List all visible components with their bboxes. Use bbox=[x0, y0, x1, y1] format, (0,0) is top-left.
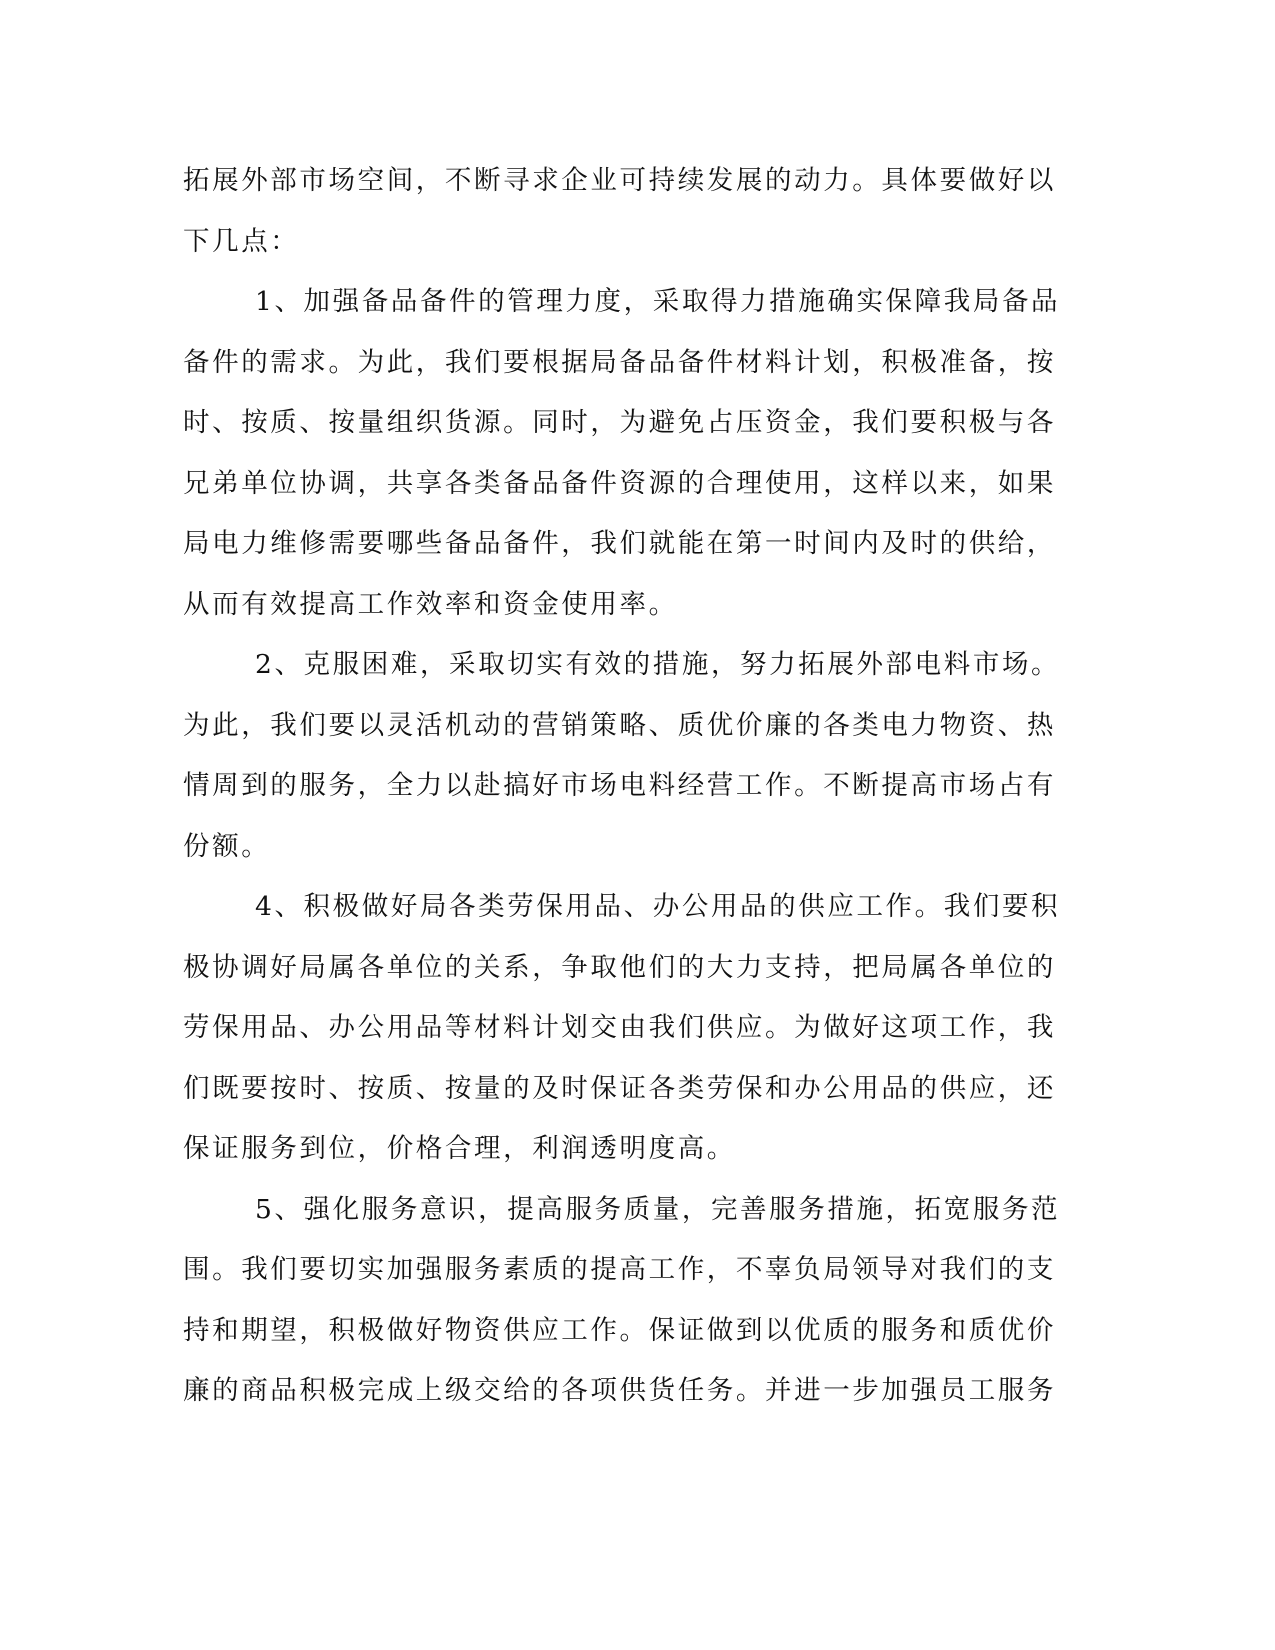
body-line: 情周到的服务，全力以赴搞好市场电料经营工作。不断提高市场占有 bbox=[183, 770, 1056, 801]
paragraph-5-start: 5、强化服务意识，提高服务质量，完善服务措施，拓宽服务范 bbox=[255, 1193, 1061, 1225]
paragraph-1-start: 1、加强备品备件的管理力度，采取得力措施确实保障我局备品 bbox=[255, 286, 1061, 317]
body-line: 们既要按时、按质、按量的及时保证各类劳保和办公用品的供应，还 bbox=[183, 1072, 1056, 1104]
body-line: 廉的商品积极完成上级交给的各项供货任务。并进一步加强员工服务 bbox=[183, 1375, 1056, 1406]
body-line: 备件的需求。为此，我们要根据局备品备件材料计划，积极准备，按 bbox=[183, 346, 1056, 378]
body-line: 下几点： bbox=[183, 225, 300, 257]
body-line: 劳保用品、办公用品等材料计划交由我们供应。为做好这项工作，我 bbox=[183, 1012, 1056, 1043]
body-line: 持和期望，积极做好物资供应工作。保证做到以优质的服务和质优价 bbox=[183, 1314, 1056, 1346]
body-line: 保证服务到位，价格合理，利润透明度高。 bbox=[183, 1133, 736, 1164]
body-line: 为此，我们要以灵活机动的营销策略、质优价廉的各类电力物资、热 bbox=[183, 709, 1056, 741]
body-line: 拓展外部市场空间，不断寻求企业可持续发展的动力。具体要做好以 bbox=[183, 165, 1056, 196]
body-line: 极协调好局属各单位的关系，争取他们的大力支持，把局属各单位的 bbox=[183, 951, 1056, 983]
body-line: 围。我们要切实加强服务素质的提高工作，不辜负局领导对我们的支 bbox=[183, 1254, 1056, 1285]
body-line: 时、按质、按量组织货源。同时，为避免占压资金，我们要积极与各 bbox=[183, 407, 1056, 438]
body-line: 局电力维修需要哪些备品备件，我们就能在第一时间内及时的供给， bbox=[183, 528, 1056, 559]
body-line: 份额。 bbox=[183, 830, 271, 862]
document-body bbox=[183, 151, 1063, 1422]
body-line: 从而有效提高工作效率和资金使用率。 bbox=[183, 588, 678, 620]
body-line: 兄弟单位协调，共享各类备品备件资源的合理使用，这样以来，如果 bbox=[183, 467, 1056, 499]
paragraph-2-start: 2、克服困难，采取切实有效的措施，努力拓展外部电料市场。 bbox=[255, 649, 1061, 680]
paragraph-4-start: 4、积极做好局各类劳保用品、办公用品的供应工作。我们要积 bbox=[255, 891, 1061, 922]
